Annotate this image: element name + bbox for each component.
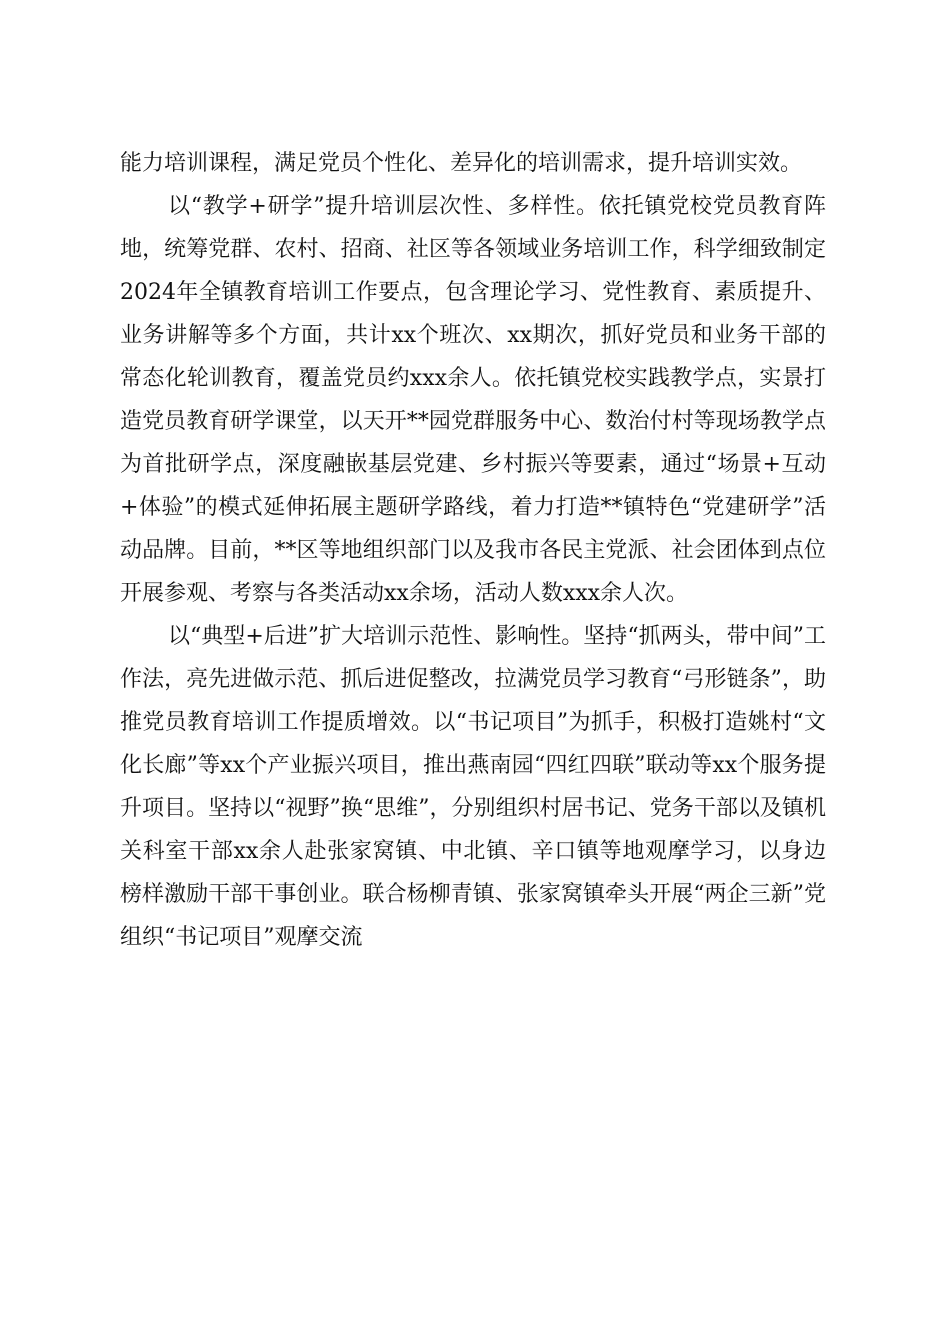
paragraph-continuation: 能力培训课程，满足党员个性化、差异化的培训需求，提升培训实效。 [120,151,803,176]
paragraph-teaching-research: 以“教学+研学”提升培训层次性、多样性。依托镇党校党员教育阵地，统筹党群、农村、招商、社区等各领域业务培训工作，科学细致制定2024年全镇教育培训工作要点，包含理论学习、党性教育、素质提升、业务讲解等多个方面，共计xx个班次、xx期次，抓好党员和业务干部的常态化轮训教育，覆盖党员约xxx余人。依托镇党校实践教学点，实景打造党员教育研学课堂，以天开**园党群服务中心、数治付村等现场教学点为首批研学点，深度融嵌基层党建、乡村振兴等要素，通过“场景+互动+体验”的模式延伸拓展主题研学路线，着力打造**镇特色“党建研学”活动品牌。目前，**区等地组织部门以及我市各民主党派、社会团体到点位开展参观、考察与各类活动xx余场，活动人数xxx余人次。 [120,194,826,606]
body-text [120,142,826,959]
paragraph-typical-backward: 以“典型+后进”扩大培训示范性、影响性。坚持“抓两头，带中间”工作法，亮先进做示范、抓后进促整改，拉满党员学习教育“弓形链条”，助推党员教育培训工作提质增效。以“书记项目”为抓手，积极打造姚村“文化长廊”等xx个产业振兴项目，推出燕南园“四红四联”联动等xx个服务提升项目。坚持以“视野”换“思维”，分别组织村居书记、党务干部以及镇机关科室干部xx余人赴张家窝镇、中北镇、辛口镇等地观摩学习，以身边榜样激励干部干事创业。联合杨柳青镇、张家窝镇牵头开展“两企三新”党组织“书记项目”观摩交流 [120,624,826,950]
